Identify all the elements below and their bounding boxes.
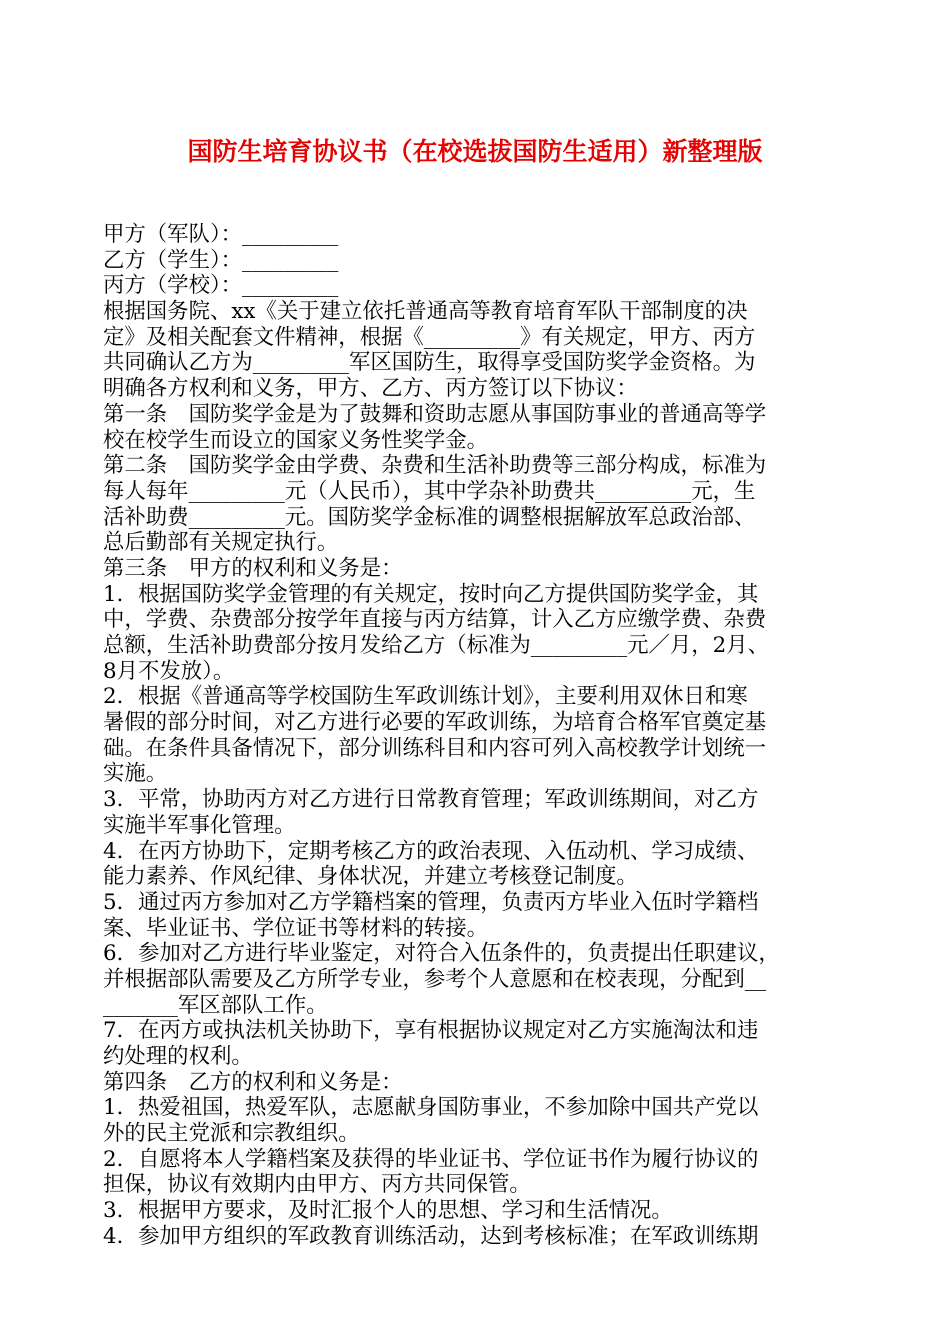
document-line: 总后勤部有关规定执行。: [103, 530, 339, 556]
document-line: 定》及相关配套文件精神，根据《_________》有关规定，甲方、丙方: [103, 324, 756, 350]
document-line: 5．通过丙方参加对乙方学籍档案的管理，负责丙方毕业入伍时学籍档: [103, 889, 759, 915]
document-line: 担保，协议有效期内由甲方、丙方共同保管。: [103, 1172, 531, 1198]
document-line: 6．参加对乙方进行毕业鉴定，对符合入伍条件的，负责提出任职建议，: [103, 941, 780, 967]
document-line: 第二条 国防奖学金由学费、杂费和生活补助费等三部分构成，标准为: [103, 453, 767, 479]
document-line: 3．平常，协助丙方对乙方进行日常教育管理；军政训练期间，对乙方: [103, 787, 759, 813]
document-line: 案、毕业证书、学位证书等材料的转接。: [103, 915, 489, 941]
document-line: 约处理的权利。: [103, 1044, 253, 1069]
document-line: 活补助费_________元。国防奖学金标准的调整根据解放军总政治部、: [103, 504, 756, 530]
document-title: 国防生培育协议书（在校选拔国防生适用）新整理版: [187, 137, 763, 166]
document-line: 实施。: [103, 761, 168, 787]
document-line: 外的民主党派和宗教组织。: [103, 1121, 360, 1147]
document-line: 第四条 乙方的权利和义务是：: [103, 1069, 403, 1095]
document-line: 甲方（军队）：_________: [103, 222, 339, 247]
document-line: 础。在条件具备情况下，部分训练科目和内容可列入高校教学计划统一: [103, 735, 767, 761]
document-line: 1．根据国防奖学金管理的有关规定，按时向乙方提供国防奖学金，其: [103, 581, 759, 607]
document-line: 8月不发放）。: [103, 658, 235, 684]
document-line: 总额，生活补助费部分按月发给乙方（标准为_________元／月，2月、: [103, 633, 770, 658]
document-line: 丙方（学校）：_________: [103, 273, 339, 299]
document-line: 4．在丙方协助下，定期考核乙方的政治表现、入伍动机、学习成绩、: [103, 838, 759, 864]
document-line: 每人每年_________元（人民币），其中学杂补助费共_________元，生: [103, 478, 756, 504]
document-line: 并根据部队需要及乙方所学专业，参考个人意愿和在校表现，分配到__: [103, 966, 767, 992]
document-line: 根据国务院、xx《关于建立依托普通高等教育培育军队干部制度的决: [103, 299, 748, 325]
document-line: 实施半军事化管理。: [103, 812, 296, 838]
document-line: 乙方（学生）：_________: [103, 247, 339, 273]
document-line: 3．根据甲方要求，及时汇报个人的思想、学习和生活情况。: [103, 1198, 673, 1224]
document-line: 明确各方权利和义务，甲方、乙方、丙方签订以下协议：: [103, 376, 638, 402]
document-line: 校在校学生而设立的国家义务性奖学金。: [103, 427, 489, 453]
document-body: [103, 222, 855, 1250]
document-line: 中，学费、杂费部分按学年直接与丙方结算，计入乙方应缴学费、杂费: [103, 607, 767, 633]
document-line: 能力素养、作风纪律、身体状况，并建立考核登记制度。: [103, 864, 638, 890]
document-line: 第三条 甲方的权利和义务是：: [103, 555, 403, 581]
document-line: 共同确认乙方为_________军区国防生，取得享受国防奖学金资格。为: [103, 350, 756, 376]
document-line: 第一条 国防奖学金是为了鼓舞和资助志愿从事国防事业的普通高等学: [103, 401, 767, 427]
document-line: 暑假的部分时间，对乙方进行必要的军政训练，为培育合格军官奠定基: [103, 710, 767, 736]
document-line: 2．自愿将本人学籍档案及获得的毕业证书、学位证书作为履行协议的: [103, 1146, 759, 1172]
document-line: _______军区部队工作。: [103, 992, 328, 1018]
document-line: 1．热爱祖国，热爱军队，志愿献身国防事业，不参加除中国共产党以: [103, 1095, 759, 1121]
document-line: 4．参加甲方组织的军政教育训练活动，达到考核标准；在军政训练期: [103, 1223, 759, 1249]
document-line: 2．根据《普通高等学校国防生军政训练计划》，主要利用双休日和寒: [103, 684, 748, 710]
document-line: 7．在丙方或执法机关协助下，享有根据协议规定对乙方实施淘汰和违: [103, 1018, 759, 1044]
